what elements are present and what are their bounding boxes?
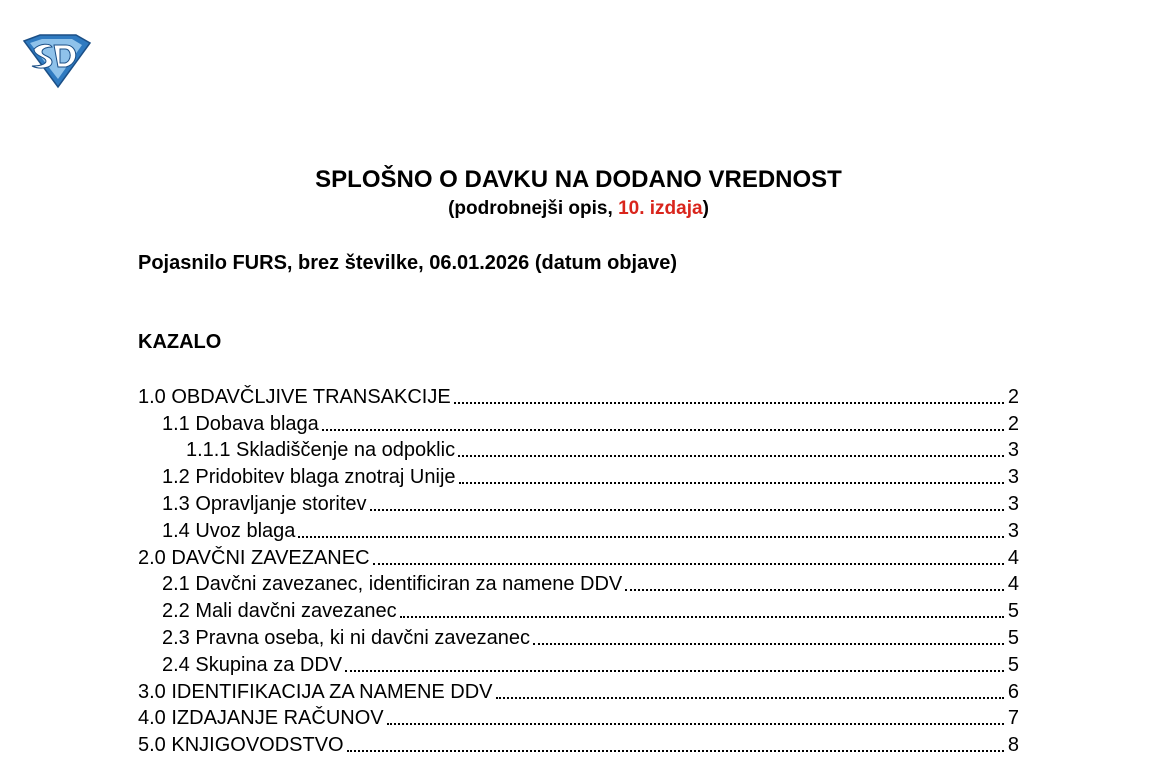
toc-dot-leader (458, 449, 1004, 457)
toc-entry-label: 1.3 Opravljanje storitev (162, 492, 367, 515)
toc-entry-label: 1.4 Uvoz blaga (162, 519, 296, 542)
toc-entry[interactable] (138, 597, 1019, 624)
toc-dot-leader (496, 691, 1004, 699)
toc-entry-label: 2.2 Mali davčni zavezanec (162, 600, 397, 623)
toc-entry[interactable] (138, 490, 1019, 517)
toc-entry[interactable] (138, 437, 1019, 464)
toc-entry-page-number: 3 (1007, 466, 1019, 489)
toc-dot-leader (400, 610, 1004, 618)
toc-entry-page-number: 3 (1007, 519, 1019, 542)
toc-entry-page-number: 5 (1007, 653, 1019, 676)
toc-entry-page-number: 8 (1007, 734, 1019, 757)
toc-entry[interactable] (138, 463, 1019, 490)
subtitle-close: ) (702, 198, 709, 219)
toc-dot-leader (370, 503, 1004, 511)
toc-dot-leader (373, 557, 1004, 565)
explanation-reference: Pojasnilo FURS, brez številke, 06.01.2026 (datum objave) (138, 252, 678, 274)
toc-entry[interactable] (138, 410, 1019, 437)
sd-shield-logo-icon (20, 33, 94, 89)
toc-entry-page-number: 6 (1007, 680, 1019, 703)
toc-entry-page-number: 2 (1007, 412, 1019, 435)
table-of-contents-heading: KAZALO (138, 331, 222, 353)
document-subtitle (0, 198, 1157, 220)
toc-entry-label: 1.1 Dobava blaga (162, 412, 319, 435)
toc-entry[interactable] (138, 517, 1019, 544)
toc-entry-page-number: 5 (1007, 626, 1019, 649)
toc-entry-label: 2.3 Pravna oseba, ki ni davčni zavezanec (162, 626, 530, 649)
toc-dot-leader (459, 476, 1004, 484)
table-of-contents (138, 383, 1019, 758)
document-title: SPLOŠNO O DAVKU NA DODANO VREDNOST (315, 166, 842, 193)
toc-entry-page-number: 2 (1007, 385, 1019, 408)
toc-entry-label: 3.0 IDENTIFIKACIJA ZA NAMENE DDV (138, 680, 493, 703)
toc-entry[interactable] (138, 624, 1019, 651)
subtitle-open: (podrobnejši opis, (448, 198, 619, 219)
toc-dot-leader (347, 744, 1004, 752)
toc-dot-leader (454, 396, 1004, 404)
toc-dot-leader (533, 637, 1004, 645)
edition-label: 10. izdaja (618, 198, 703, 219)
toc-dot-leader (387, 717, 1004, 725)
toc-dot-leader (345, 664, 1004, 672)
toc-entry-label: 2.1 Davčni zavezanec, identificiran za namene DDV (162, 573, 623, 596)
toc-entry[interactable] (138, 651, 1019, 678)
toc-entry-label: 4.0 IZDAJANJE RAČUNOV (138, 707, 384, 730)
toc-entry-page-number: 4 (1007, 573, 1019, 596)
toc-entry[interactable] (138, 571, 1019, 598)
toc-dot-leader (625, 583, 1004, 591)
toc-entry[interactable] (138, 705, 1019, 732)
toc-dot-leader (322, 423, 1004, 431)
toc-entry-label: 1.2 Pridobitev blaga znotraj Unije (162, 466, 456, 489)
toc-entry[interactable] (138, 544, 1019, 571)
toc-dot-leader (298, 530, 1003, 538)
toc-entry-page-number: 4 (1007, 546, 1019, 569)
toc-entry-label: 5.0 KNJIGOVODSTVO (138, 734, 344, 757)
toc-entry-label: 2.0 DAVČNI ZAVEZANEC (138, 546, 370, 569)
toc-entry-page-number: 7 (1007, 707, 1019, 730)
toc-entry-page-number: 5 (1007, 600, 1019, 623)
toc-entry-label: 1.1.1 Skladiščenje na odpoklic (186, 439, 456, 462)
toc-entry-page-number: 3 (1007, 492, 1019, 515)
toc-entry-label: 2.4 Skupina za DDV (162, 653, 343, 676)
toc-entry[interactable] (138, 731, 1019, 758)
toc-entry[interactable] (138, 678, 1019, 705)
toc-entry[interactable] (138, 383, 1019, 410)
toc-entry-label: 1.0 OBDAVČLJIVE TRANSAKCIJE (138, 385, 451, 408)
toc-entry-page-number: 3 (1007, 439, 1019, 462)
